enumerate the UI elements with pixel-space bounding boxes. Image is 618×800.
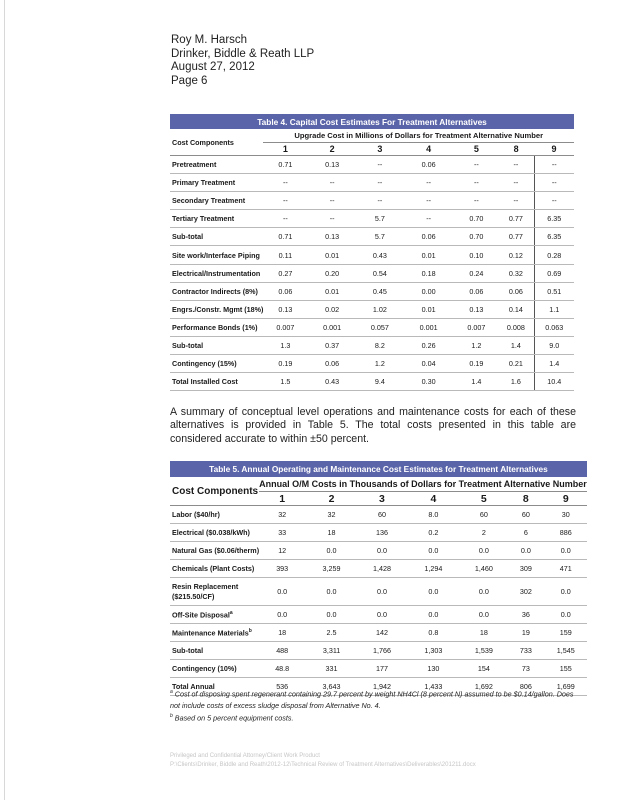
table4-row [170,355,574,373]
table5-cell: 33 [259,524,305,542]
summary-paragraph: A summary of conceptual level operations and maintenance costs for each of these alternatives is provided in Table 5. The total costs presented in this table are considered accurate to within ±50 percent. [170,406,576,445]
table4-row-label [170,355,263,373]
table4-cell: 0.001 [403,318,455,336]
footnote-b-marker: b [170,712,173,719]
table4-cell: 0.51 [534,282,574,300]
table4-cell: 0.12 [498,246,534,264]
table4-cell: 0.26 [403,336,455,354]
table5-cell: 73 [507,660,545,678]
table5-cell: 0.8 [406,624,461,642]
table4-cell: 9.4 [357,373,403,391]
table4-cell: 0.11 [263,246,307,264]
table5-cell: 48.8 [259,660,305,678]
table4-row-label-text: Tertiary Treatment [172,214,235,224]
table5-cell: 0.2 [406,524,461,542]
table4-cell: 0.008 [498,318,534,336]
table5-cell: 159 [545,624,587,642]
table5-cell: 0.0 [259,606,305,624]
table5-row-label [170,606,259,624]
table5-cell: 331 [305,660,358,678]
table5-cell: 0.0 [545,542,587,560]
table4-cell: 0.06 [454,282,498,300]
table4-cell: 0.13 [263,300,307,318]
table5-cell: 0.0 [545,578,587,606]
footer-confidential: Privileged and Confidential Attorney/Client Work Product [170,753,320,759]
table4-cell: -- [534,156,574,174]
table4-cell: 0.00 [403,282,455,300]
table4-cell: 0.70 [454,228,498,246]
table5-column-header: 8 [507,492,545,506]
table5-cell: 130 [406,660,461,678]
table5-column-header: 2 [305,492,358,506]
table4-cell: -- [534,174,574,192]
table5-cell: 36 [507,606,545,624]
table5-cell: 302 [507,578,545,606]
table4-cell: 0.28 [534,246,574,264]
letter-date: August 27, 2012 [171,61,255,74]
table5-cell: 136 [358,524,406,542]
table5-cell: 1,545 [545,642,587,660]
table5-column-header: 5 [461,492,507,506]
table5-cell: 2.5 [305,624,358,642]
table5-cell: 0.0 [259,578,305,606]
table4-row [170,336,574,354]
table5-cell: 0.0 [358,542,406,560]
table4-column-header: 8 [498,143,534,156]
footnote-a [170,687,576,711]
table4-row-label [170,156,263,174]
table4-cell: 0.06 [263,282,307,300]
table5-cell: 1,433 [406,678,461,696]
table5-cell: 18 [461,624,507,642]
table5-cell: 60 [358,506,406,524]
recipient-name: Roy M. Harsch [171,34,248,46]
table4-cell: -- [534,192,574,210]
table4-cell: 0.43 [307,373,357,391]
table5-cell: 0.0 [305,542,358,560]
table4-column-header: 3 [357,143,403,156]
table5-cell: 471 [545,560,587,578]
table4-cell: 0.32 [498,264,534,282]
table5-group-header: Annual O/M Costs in Thousands of Dollars for Treatment Alternative Number [259,477,587,492]
table5-cell: 393 [259,560,305,578]
table4-cell: 10.4 [534,373,574,391]
table4-row-label-text: Sub-total [172,232,204,242]
footnote-a-text: Cost of disposing spent regenerant containing 29.7 percent by weight NH4Cl (8 percent N) assumed to be $0.14/gallon. Does not include costs of excess sludge disposal from Alternative No. 4. [170,689,574,710]
table4-cell: -- [403,192,455,210]
table5-column-header: 4 [406,492,461,506]
table4-cell: 6.35 [534,228,574,246]
table4-cell: 5.7 [357,228,403,246]
table4-cell: 0.45 [357,282,403,300]
table5-cell: 0.0 [305,606,358,624]
table4-cell: 0.13 [454,300,498,318]
table5-column-header: 1 [259,492,305,506]
table4-cell: 1.2 [357,355,403,373]
table4-row-label-text: Engrs./Constr. Mgmt (18%) [172,304,264,314]
table5-cell: 0.0 [406,606,461,624]
table4-row-label-text: Electrical/Instrumentation [172,268,261,278]
table4-cell: -- [498,174,534,192]
table4-cell: 0.01 [403,246,455,264]
table5-cell: 1,942 [358,678,406,696]
table4-cell: 6.35 [534,210,574,228]
table5-row [170,524,587,542]
table5-cell: 1,699 [545,678,587,696]
table4-cell: 1.3 [263,336,307,354]
table4-cell: 0.06 [403,156,455,174]
table5-cell: 142 [358,624,406,642]
om-cost-table [170,461,587,696]
table5-cell: 0.0 [461,606,507,624]
table4-row-label [170,210,263,228]
table4-cell: 0.01 [307,282,357,300]
table4-cell: 0.10 [454,246,498,264]
table4-cell: 0.007 [263,318,307,336]
table4-cell: 1.2 [454,336,498,354]
table4-column-header: 2 [307,143,357,156]
table4-row [170,300,574,318]
table4-row [170,282,574,300]
table5-row-label-text: Electrical ($0.038/kWh) [172,528,250,537]
table4-cell: 0.057 [357,318,403,336]
table5-cell: 1,766 [358,642,406,660]
table5-row-label-text: Maintenance Materials [172,628,249,638]
table4-row-label-text: Contractor Indirects (8%) [172,286,258,296]
table4-cell: 0.18 [403,264,455,282]
table5-cell: 1,303 [406,642,461,660]
table4-cell: -- [307,210,357,228]
table4-cell: 1.4 [454,373,498,391]
table5-column-header: 3 [358,492,406,506]
table4-row-label-text: Secondary Treatment [172,196,246,206]
table5-row-label-text: Total Annual [172,682,215,691]
table4-cell: 0.24 [454,264,498,282]
table5-cell: 1,539 [461,642,507,660]
table5-row-label [170,642,259,660]
table4-cell: 0.27 [263,264,307,282]
table5-cell: 1,294 [406,560,461,578]
table4-cell: -- [357,156,403,174]
table4-cell: 0.007 [454,318,498,336]
table4-cell: 1.02 [357,300,403,318]
table5-cell: 32 [305,506,358,524]
table5-row-label [170,660,259,678]
footnote-b-text: Based on 5 percent equipment costs. [174,713,294,723]
table4-cell: 0.71 [263,228,307,246]
table4-row-label [170,373,263,391]
table4-cell: 0.06 [307,355,357,373]
table5-row-label [170,578,259,606]
table5-component-header: Cost Components [170,477,259,506]
table4-cell: 0.69 [534,264,574,282]
table4-row-label [170,282,263,300]
table5-row-label-text: Sub-total [172,646,204,655]
table5-cell: 0.0 [507,542,545,560]
table5-cell: 18 [259,624,305,642]
table4-column-header: 5 [454,143,498,156]
table4-cell: -- [403,174,455,192]
table4-cell: -- [307,174,357,192]
table4-cell: 0.71 [263,156,307,174]
table5-row [170,642,587,660]
table4-title: Table 4. Capital Cost Estimates For Treatment Alternatives [170,114,574,129]
table5-cell: 154 [461,660,507,678]
table5-cell: 536 [259,678,305,696]
table5-cell: 0.0 [358,606,406,624]
page-margin-rule [4,0,5,800]
table5-cell: 1,428 [358,560,406,578]
table5-cell: 488 [259,642,305,660]
table5-cell: 733 [507,642,545,660]
table5-cell: 177 [358,660,406,678]
table5-cell: 32 [259,506,305,524]
table5-cell: 6 [507,524,545,542]
table4-row-label [170,246,263,264]
recipient-firm: Drinker, Biddle & Reath LLP [171,47,315,60]
table5-row-label-text: Natural Gas ($0.06/therm) [172,546,260,555]
table5-row-footnote-marker: a [229,609,233,616]
table4-row [170,156,574,174]
table4-cell: -- [454,174,498,192]
table4-row [170,192,574,210]
capital-cost-table [170,114,574,391]
table4-cell: 8.2 [357,336,403,354]
table5-cell: 0.0 [406,578,461,606]
table4-row-label [170,300,263,318]
table4-cell: -- [498,156,534,174]
table5-row-label-text: Labor ($40/hr) [172,510,220,519]
table5-cell: 18 [305,524,358,542]
table4-cell: 0.14 [498,300,534,318]
table5-row-label [170,560,259,578]
table5-row-footnote-marker: b [248,627,252,634]
footnote-b [170,711,576,724]
table5-cell: 0.0 [305,578,358,606]
table4-row [170,246,574,264]
table4-row-label-text: Contingency (15%) [172,359,237,369]
table4-row-label [170,192,263,210]
table4-column-header: 4 [403,143,455,156]
table5-cell: 60 [507,506,545,524]
table5-row-label-text: Off-Site Disposal [172,610,230,620]
table4-cell: 1.5 [263,373,307,391]
table4-row-label-text: Site work/Interface Piping [172,250,260,260]
table4-row-label [170,228,263,246]
table4-cell: -- [498,192,534,210]
table4-cell: 0.04 [403,355,455,373]
table4-cell: 0.06 [498,282,534,300]
table4-row-label-text: Primary Treatment [172,178,236,188]
table4-cell: 1.4 [534,355,574,373]
table4-cell: 0.13 [307,156,357,174]
table5-cell: 8.0 [406,506,461,524]
table4-cell: 0.001 [307,318,357,336]
table5-cell: 3,311 [305,642,358,660]
table5-row-label-text: Contingency (10%) [172,664,237,673]
table4-cell: 1.1 [534,300,574,318]
table4-row [170,228,574,246]
table4-cell: 0.19 [263,355,307,373]
table5-cell: 3,643 [305,678,358,696]
table5-cell: 2 [461,524,507,542]
table4-cell: 0.70 [454,210,498,228]
table4-cell: 0.01 [403,300,455,318]
table4-cell: -- [454,156,498,174]
table4-column-header: 9 [534,143,574,156]
page-footer [170,752,590,769]
table5-cell: 19 [507,624,545,642]
table4-cell: -- [263,192,307,210]
table4-row-label-text: Sub-total [172,340,204,350]
table4-row [170,210,574,228]
table5-cell: 0.0 [358,578,406,606]
table4-row-label [170,318,263,336]
table4-cell: 0.20 [307,264,357,282]
table5-cell: 3,259 [305,560,358,578]
table4-cell: -- [357,192,403,210]
table5-cell: 30 [545,506,587,524]
table5-column-header: 9 [545,492,587,506]
table5-row [170,578,587,606]
table5-row [170,506,587,524]
table4-row-label-text: Total Installed Cost [172,377,238,387]
table4-cell: 0.43 [357,246,403,264]
letter-header [171,34,314,88]
table4-row [170,264,574,282]
table4-cell: 9.0 [534,336,574,354]
page-number: Page 6 [171,74,208,87]
table5-row [170,542,587,560]
table4-cell: -- [403,210,455,228]
table4-cell: 0.19 [454,355,498,373]
table4-cell: 5.7 [357,210,403,228]
table5-cell: 886 [545,524,587,542]
table4-cell: -- [454,192,498,210]
table5-title: Table 5. Annual Operating and Maintenance Cost Estimates for Treatment Alternatives [170,461,587,477]
table4-cell: 1.4 [498,336,534,354]
table5-row-label [170,506,259,524]
table4-cell: -- [357,174,403,192]
table5-row-label [170,542,259,560]
table4-component-header: Cost Components [170,129,263,156]
table4-cell: 0.21 [498,355,534,373]
table5-cell: 12 [259,542,305,560]
table5-cell: 806 [507,678,545,696]
table4-cell: 0.54 [357,264,403,282]
table4-row [170,318,574,336]
table4-row-label [170,264,263,282]
table4-cell: 0.30 [403,373,455,391]
table5-row [170,560,587,578]
table5-row-label [170,524,259,542]
table4-cell: 0.01 [307,246,357,264]
table4-column-header: 1 [263,143,307,156]
table4-cell: 0.77 [498,228,534,246]
table4-row-label-text: Pretreatment [172,160,217,170]
table5-cell: 0.0 [461,542,507,560]
table4-cell: 0.02 [307,300,357,318]
table5-cell: 155 [545,660,587,678]
table5-cell: 1,692 [461,678,507,696]
footnote-a-marker: a [170,689,173,695]
table4-row-label-text: Performance Bonds (1%) [172,322,258,332]
table5-row-label [170,624,259,642]
table4-cell: -- [263,210,307,228]
table4-cell: -- [263,174,307,192]
table5-cell: 0.0 [406,542,461,560]
table5-cell: 0.0 [545,606,587,624]
table5-row-label-text: Resin Replacement ($215.50/CF) [172,581,239,601]
table4-row [170,373,574,391]
table5-cell: 309 [507,560,545,578]
table5-row [170,660,587,678]
table5-cell: 0.0 [461,578,507,606]
footer-path: P:\Clients\Drinker, Biddle and Reath\2012-12\Technical Review of Treatment Alternatives\Deliverables\201211.docx [170,761,476,768]
table5-row [170,624,587,642]
table4-cell: 0.77 [498,210,534,228]
table-footnotes [170,687,576,723]
table4-cell: 0.13 [307,228,357,246]
table4-group-header: Upgrade Cost in Millions of Dollars for Treatment Alternative Number [263,129,574,143]
table4-cell: 0.06 [403,228,455,246]
table4-cell: -- [307,192,357,210]
table5-cell: 1,460 [461,560,507,578]
table4-cell: 0.37 [307,336,357,354]
table4-row-label [170,174,263,192]
table5-row [170,606,587,624]
table4-cell: 0.063 [534,318,574,336]
table5-cell: 60 [461,506,507,524]
table4-row [170,174,574,192]
table4-cell: 1.6 [498,373,534,391]
table5-row-label-text: Chemicals (Plant Costs) [172,564,255,573]
table4-row-label [170,336,263,354]
